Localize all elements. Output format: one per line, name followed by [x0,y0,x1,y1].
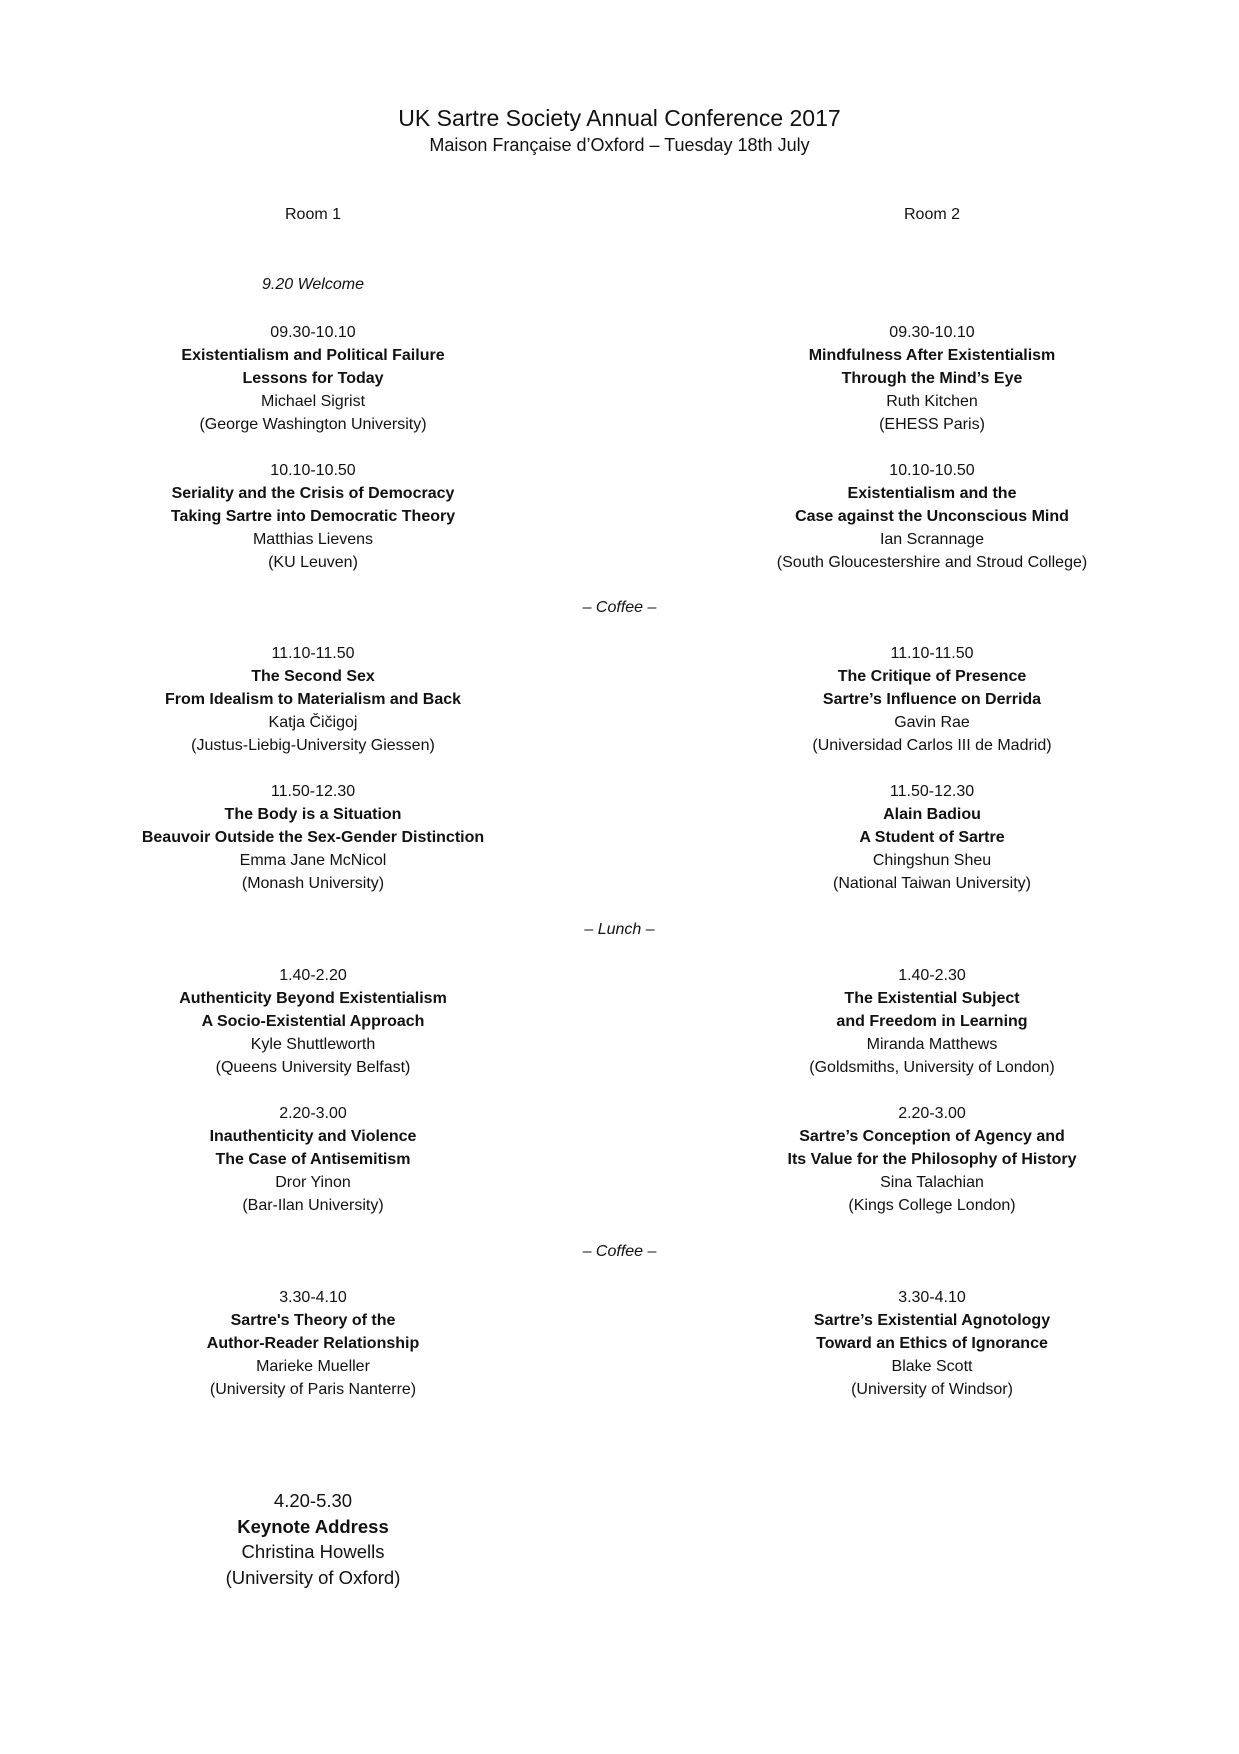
session-time: 11.10-11.50 [271,645,355,662]
session-affiliation: (Goldsmiths, University of London) [809,1059,1055,1076]
session-room1-1 [63,321,563,436]
session-room2-7 [682,1286,1182,1401]
session-room1-4 [63,780,563,895]
keynote-time: 4.20-5.30 [273,1490,353,1511]
session-subtitle: Toward an Ethics of Ignorance [816,1335,1048,1352]
page-subtitle: Maison Française d’Oxford – Tuesday 18th July [429,135,810,155]
welcome-note: 9.20 Welcome [262,276,364,293]
session-subtitle: Case against the Unconscious Mind [795,508,1069,525]
keynote-session [63,1488,563,1590]
session-time: 1.40-2.20 [279,967,347,984]
session-room1-2 [63,459,563,574]
session-time: 10.10-10.50 [270,462,356,479]
session-time: 09.30-10.10 [889,324,975,341]
session-room1-3 [63,642,563,757]
session-time: 3.30-4.10 [279,1289,347,1306]
session-time: 11.50-12.30 [270,783,356,800]
session-speaker: Blake Scott [891,1358,973,1375]
session-time: 2.20-3.00 [898,1105,966,1122]
session-room2-4 [682,780,1182,895]
session-speaker: Matthias Lievens [252,531,374,548]
session-time: 1.40-2.30 [898,967,966,984]
session-speaker: Miranda Matthews [866,1036,998,1053]
room-2-heading: Room 2 [903,206,961,223]
session-room2-3 [682,642,1182,757]
session-time: 11.50-12.30 [889,783,975,800]
session-affiliation: (KU Leuven) [268,554,358,571]
session-room2-2 [682,459,1182,574]
session-affiliation: (University of Paris Nanterre) [209,1381,417,1398]
session-room1-7 [63,1286,563,1401]
keynote-title: Keynote Address [237,1515,389,1537]
session-affiliation: (University of Windsor) [851,1381,1013,1398]
session-affiliation: (Bar-Ilan University) [242,1197,384,1214]
coffee-break-afternoon: – Coffee – [582,1243,657,1260]
session-title: The Critique of Presence [837,668,1027,685]
session-subtitle: and Freedom in Learning [836,1013,1028,1030]
document-header [0,104,1239,158]
session-subtitle: Beauvoir Outside the Sex-Gender Distinction [141,829,485,846]
session-title: Inauthenticity and Violence [209,1128,417,1145]
session-title: Authenticity Beyond Existentialism [179,990,447,1007]
session-affiliation: (South Gloucestershire and Stroud College) [776,554,1088,571]
session-subtitle: A Student of Sartre [859,829,1005,846]
session-title: The Body is a Situation [224,806,402,823]
session-title: Existentialism and Political Failure [181,347,445,364]
session-title: Mindfulness After Existentialism [808,347,1056,364]
session-title: Sartre’s Conception of Agency and [799,1128,1065,1145]
session-speaker: Gavin Rae [894,714,970,731]
keynote-speaker: Christina Howells [241,1541,385,1562]
session-affiliation: (Justus-Liebig-University Giessen) [191,737,435,754]
session-title: The Existential Subject [844,990,1020,1007]
session-time: 09.30-10.10 [270,324,356,341]
session-title: The Second Sex [251,668,375,685]
session-title: Alain Badiou [883,806,981,823]
session-time: 11.10-11.50 [890,645,974,662]
session-title: Sartre's Theory of the [230,1312,396,1329]
session-subtitle: Author-Reader Relationship [206,1335,420,1352]
session-title: Seriality and the Crisis of Democracy [171,485,455,502]
session-affiliation: (Monash University) [241,875,385,892]
session-room2-5 [682,964,1182,1079]
session-room1-5 [63,964,563,1079]
session-subtitle: From Idealism to Materialism and Back [164,691,462,708]
session-subtitle: A Socio-Existential Approach [201,1013,425,1030]
session-speaker: Dror Yinon [275,1174,351,1191]
session-subtitle: The Case of Antisemitism [215,1151,411,1168]
session-time: 3.30-4.10 [898,1289,966,1306]
session-speaker: Chingshun Sheu [872,852,992,869]
session-subtitle: Taking Sartre into Democratic Theory [170,508,456,525]
keynote-affiliation: (University of Oxford) [225,1566,401,1588]
session-affiliation: (EHESS Paris) [879,416,985,433]
session-speaker: Sina Talachian [880,1174,984,1191]
lunch-break: – Lunch – [584,921,655,938]
session-subtitle: Through the Mind’s Eye [841,370,1023,387]
session-title: Existentialism and the [847,485,1017,502]
session-subtitle: Sartre’s Influence on Derrida [822,691,1042,708]
session-affiliation: (Universidad Carlos III de Madrid) [812,737,1052,754]
coffee-break-morning: – Coffee – [582,599,657,616]
session-affiliation: (George Washington University) [199,416,427,433]
session-affiliation: (Kings College London) [848,1197,1016,1214]
page-title: UK Sartre Society Annual Conference 2017 [398,105,841,131]
session-room2-1 [682,321,1182,436]
session-subtitle: Its Value for the Philosophy of History [787,1151,1077,1168]
session-speaker: Emma Jane McNicol [239,852,387,869]
session-speaker: Ruth Kitchen [886,393,978,410]
session-speaker: Katja Čičigoj [268,714,358,731]
session-time: 2.20-3.00 [279,1105,347,1122]
session-subtitle: Lessons for Today [242,370,384,387]
session-title: Sartre’s Existential Agnotology [813,1312,1051,1329]
room-1-heading: Room 1 [284,206,342,223]
session-speaker: Ian Scrannage [879,531,985,548]
session-speaker: Kyle Shuttleworth [250,1036,376,1053]
session-affiliation: (National Taiwan University) [833,875,1031,892]
session-room1-6 [63,1102,563,1217]
session-time: 10.10-10.50 [889,462,975,479]
session-room2-6 [682,1102,1182,1217]
session-speaker: Michael Sigrist [260,393,366,410]
session-speaker: Marieke Mueller [256,1358,370,1375]
session-affiliation: (Queens University Belfast) [215,1059,411,1076]
